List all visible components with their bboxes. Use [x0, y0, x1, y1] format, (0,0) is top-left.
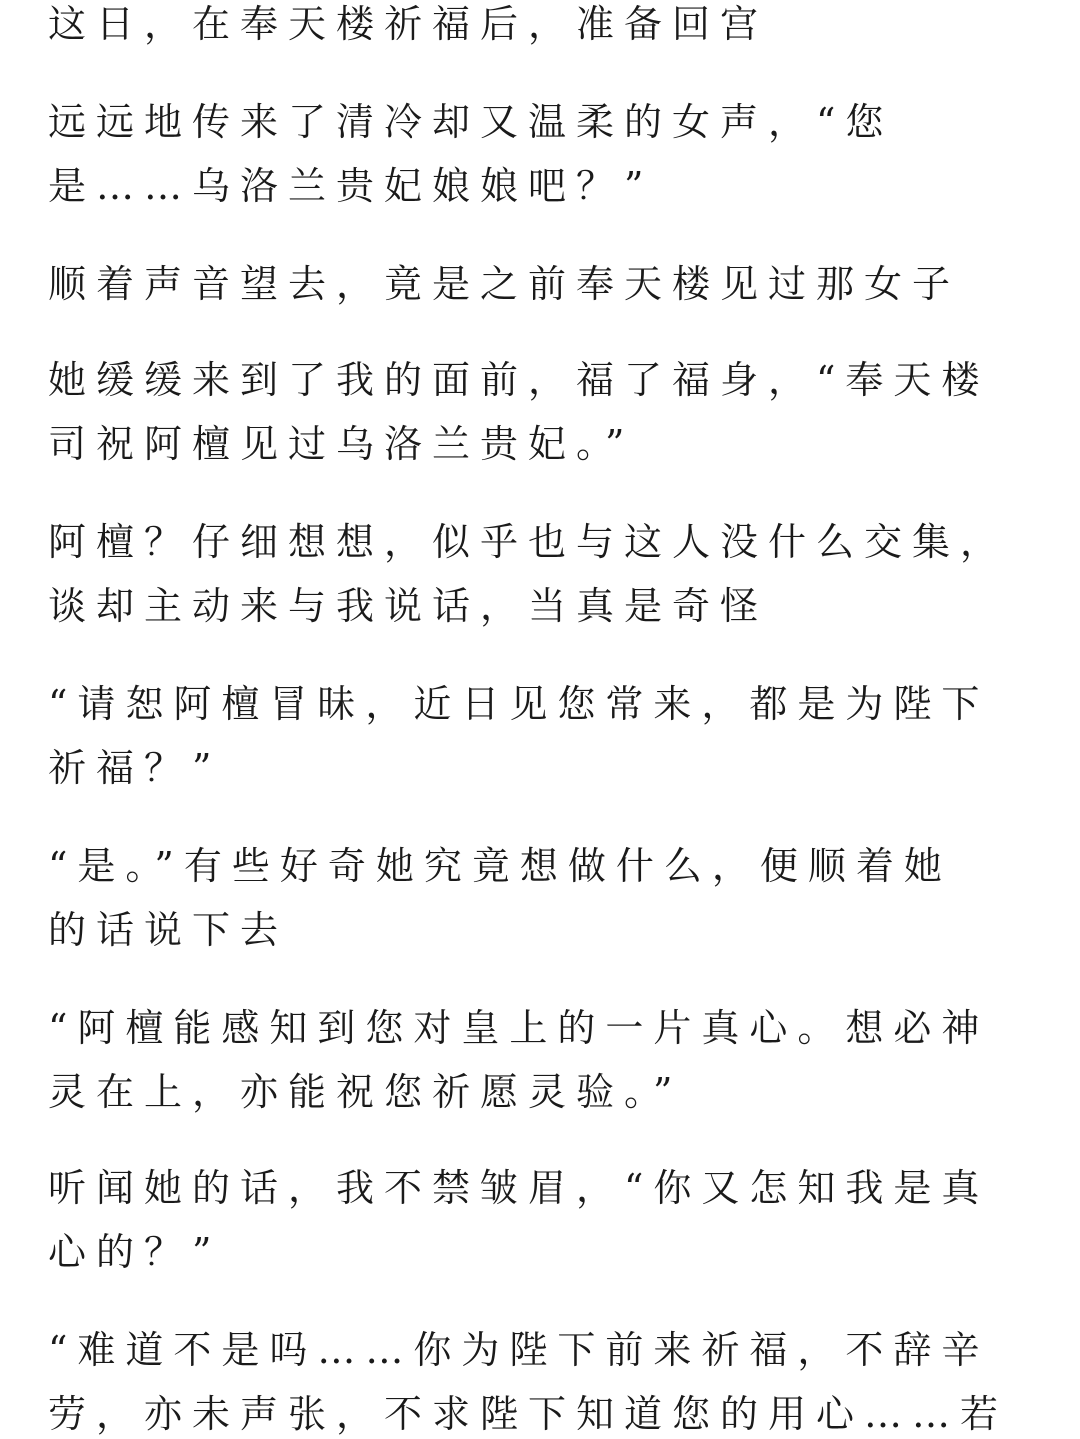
text-line: 她缓缓来到了我的面前，福了福身，“奉天楼: [48, 358, 990, 402]
text-line: 阿檀？仔细想想，似乎也与这人没什么交集，: [48, 520, 1009, 564]
text-line: “请恕阿檀冒昧，近日见您常来，都是为陛下: [48, 682, 990, 726]
text-line: 灵在上，亦能祝您祈愿灵验。”: [48, 1070, 683, 1114]
text-line: 心的？”: [48, 1230, 222, 1274]
text-line: 顺着声音望去，竟是之前奉天楼见过那女子: [48, 262, 961, 306]
text-line: 远远地传来了清冷却又温柔的女声，“您: [48, 100, 894, 144]
text-line: “阿檀能感知到您对皇上的一片真心。想必神: [48, 1006, 990, 1050]
text-line: 这日，在奉天楼祈福后，准备回宫: [48, 2, 769, 46]
text-line: 的话说下去: [48, 908, 289, 952]
text-line: 是……乌洛兰贵妃娘娘吧？”: [48, 164, 654, 208]
text-line: “难道不是吗……你为陛下前来祈福，不辞辛: [48, 1328, 990, 1372]
text-line: 祈福？”: [48, 746, 222, 790]
text-line: 司祝阿檀见过乌洛兰贵妃。”: [48, 422, 635, 466]
text-line: 听闻她的话，我不禁皱眉，“你又怎知我是真: [48, 1166, 990, 1210]
text-line: “是。”有些好奇她究竟想做什么，便顺着她: [48, 844, 952, 888]
text-line: 劳，亦未声张，不求陛下知道您的用心……若: [48, 1392, 1009, 1436]
text-line: 谈却主动来与我说话，当真是奇怪: [48, 584, 769, 628]
